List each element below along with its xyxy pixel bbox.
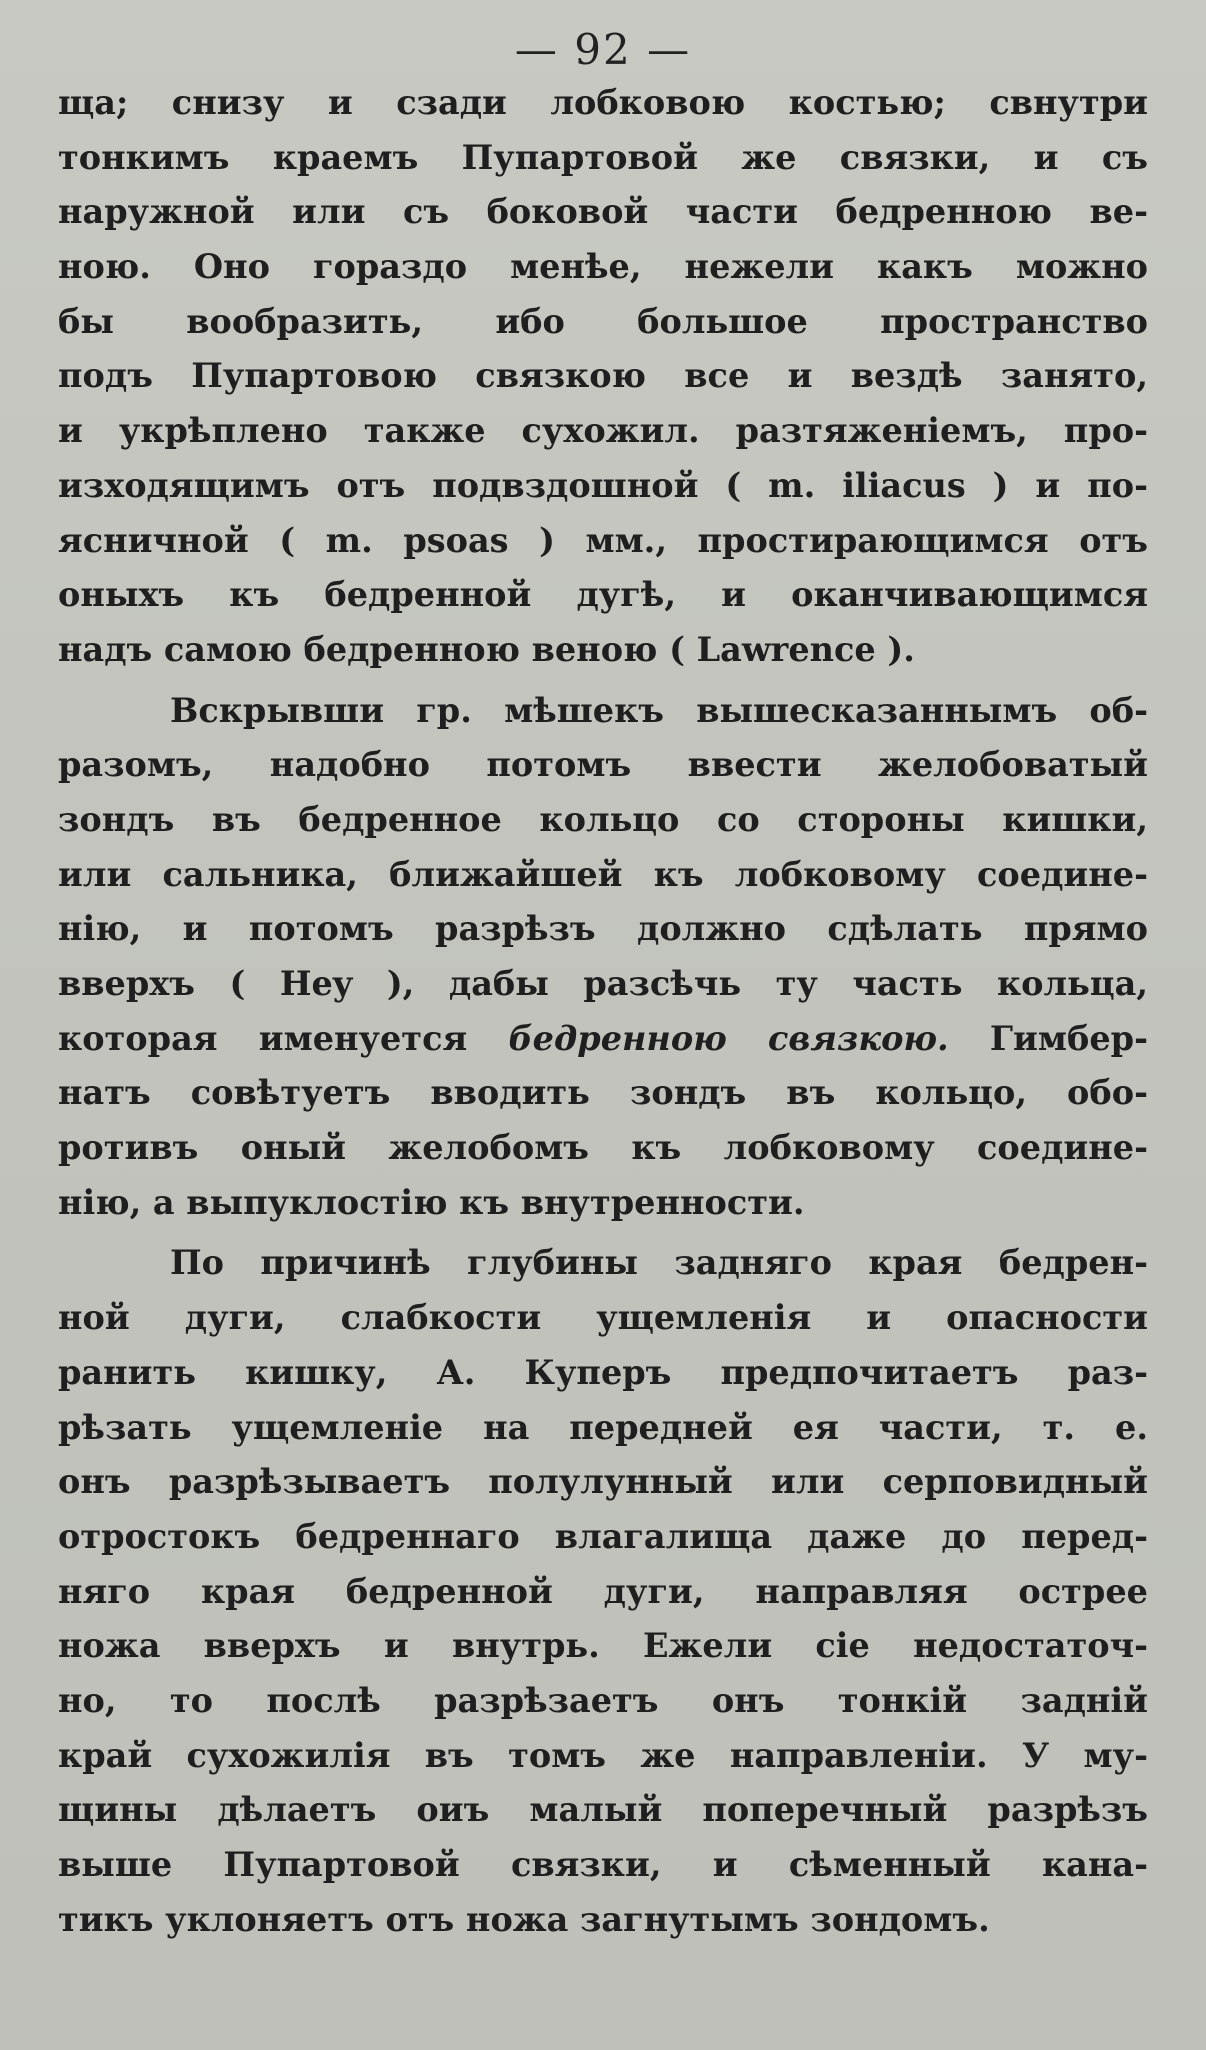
text-fragment: которая именуется xyxy=(58,1018,509,1058)
text-line: ясничной ( m. psoas ) мм., простирающимся отъ xyxy=(58,520,1148,560)
text-line: нію, а выпуклостію къ внутренности. xyxy=(58,1182,805,1222)
text-line: разомъ, надобно потомъ ввести желобоватый xyxy=(58,745,1148,785)
text-line: ножа вверхъ и внутрь. Ежели сіе недостаточ- xyxy=(58,1626,1148,1666)
page-number: — 92 — xyxy=(514,25,692,74)
text-fragment: Гимбер- xyxy=(948,1018,1148,1058)
text-line: отростокъ бедреннаго влагалища даже до перед- xyxy=(58,1516,1148,1556)
paragraph-2 xyxy=(58,684,1148,1231)
text-line: нію, и потомъ разрѣзъ должно сдѣлать прямо xyxy=(58,909,1148,949)
italic-term: бедренною связкою. xyxy=(508,1018,949,1058)
text-line: ща; снизу и сзади лобковою костью; свнутри xyxy=(58,83,1148,122)
text-line: тикъ уклоняетъ отъ ножа загнутымъ зондомъ. xyxy=(58,1899,990,1939)
text-line: край сухожилія въ томъ же направленіи. У му- xyxy=(58,1735,1148,1775)
text-line: подъ Пупартовою связкою все и вездѣ занято, xyxy=(58,356,1148,396)
text-line: но, то послѣ разрѣзаетъ онъ тонкій задній xyxy=(58,1680,1148,1720)
text-line: щины дѣлаетъ оиъ малый поперечный разрѣзъ xyxy=(58,1790,1148,1830)
text-line: Вскрывши гр. мѣшекъ вышесказаннымъ об- xyxy=(170,690,1148,730)
page-text xyxy=(58,76,1148,1947)
text-line: выше Пупартовой связки, и сѣменный кана- xyxy=(58,1845,1148,1884)
text-line: бы вообразить, ибо большое пространство xyxy=(58,301,1148,341)
text-line: тонкимъ краемъ Пупартовой же связки, и съ xyxy=(58,137,1148,177)
text-line: или сальника, ближайшей къ лобковому соедине- xyxy=(58,854,1148,894)
text-line: наружной или съ боковой части бедренною ве- xyxy=(58,192,1148,232)
text-line: По причинѣ глубины задняго края бедрен- xyxy=(170,1243,1148,1283)
text-line: ною. Оно гораздо менѣе, нежели какъ можно xyxy=(58,247,1148,287)
text-line: рѣзать ущемленіе на передней ея части, т. е. xyxy=(58,1407,1148,1447)
text-line: оныхъ къ бедренной дугѣ, и оканчивающимся xyxy=(58,575,1148,615)
text-line-with-italic xyxy=(58,1012,1148,1067)
text-line: онъ разрѣзываетъ полулунный или серповидный xyxy=(58,1462,1148,1502)
paragraph-1 xyxy=(58,76,1148,678)
text-line: и укрѣплено также сухожил. разтяженіемъ, про- xyxy=(58,411,1148,451)
text-line: ной дуги, слабкости ущемленія и опасности xyxy=(58,1298,1148,1338)
text-line: зондъ въ бедренное кольцо со стороны кишки, xyxy=(58,799,1148,839)
text-line: вверхъ ( Hey ), дабы разсѣчь ту часть кольца, xyxy=(58,964,1148,1003)
text-line: изходящимъ отъ подвздошной ( m. iliacus ) и по- xyxy=(58,465,1148,505)
text-line: няго края бедренной дуги, направляя острее xyxy=(58,1571,1148,1611)
text-line: ранить кишку, А. Куперъ предпочитаетъ раз- xyxy=(58,1352,1148,1392)
text-line: ротивъ оный желобомъ къ лобковому соедине- xyxy=(58,1128,1148,1168)
text-line: надъ самою бедренною веною ( Lawrence ). xyxy=(58,629,915,669)
text-line: натъ совѣтуетъ вводить зондъ въ кольцо, обо- xyxy=(58,1073,1148,1113)
paragraph-3 xyxy=(58,1236,1148,1947)
